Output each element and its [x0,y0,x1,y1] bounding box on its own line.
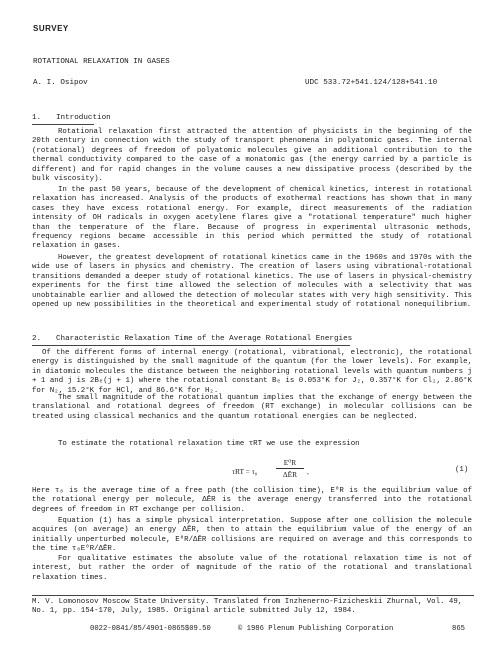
equation-1 [232,458,312,488]
section-2-number: 2. [32,335,42,343]
page-number: 865 [452,625,465,633]
paragraph: Equation (1) has a simple physical interpretation. Suppose after one collision the molecule acquires (on average) an energy ΔĒR, then to attain the equilibrium value of the energy of an initially unperturbed molecule, E⁰R/ΔĒR collisions are required on average and this corresponds to the time τ₀E⁰R/ΔĒR. [32,517,472,554]
section-1-number: 1. [32,114,42,122]
section-label: SURVEY [33,24,69,33]
article-title: ROTATIONAL RELAXATION IN GASES [33,58,170,66]
fraction-bar [276,468,304,469]
paragraph: Here τ₀ is the average time of a free path (the collision time), E⁰R is the equilibrium value of the rotational energy per molecule, ΔĒR is the average energy transferred into the rotational degrees of freedom in RT exchange per collision. [32,487,472,514]
paragraph: However, the greatest development of rotational kinetics came in the 1960s and 1970s with the wide use of lasers in physics and chemistry. The creation of lasers using vibrational-rotational transitions demanded a deeper study of rotational kinetics. The use of lasers in physical-chemistry experiments for the first time allowed the selection of molecules with a selectivity that was unobtainable earlier and allowed the detection of molecular states with very high sensitivity. This opened up new possibilities in the theoretical and experimental study of rotational nonequilibrium. [32,254,472,310]
equation-suffix: , [307,467,309,476]
paragraph: Rotational relaxation first attracted the attention of physicists in the beginning of the 20th century in connection with the study of transport phenomena in polyatomic gases. The internal (rotational) degrees of freedom of polyatomic molecules give an additional contribution to the thermal conductivity compared to the case of a monatomic gas (the energy carried by a particle is different) and for rapid changes in the volume causes a new dissipative process (described by the bulk viscosity). [32,128,472,184]
equation-denominator: ΔĒR [282,470,298,479]
section-1-title: Introduction [56,114,111,122]
udc-code: UDC 533.72+541.124/128+541.10 [305,79,438,87]
section-2-underline [32,345,350,346]
section-2-title: Characteristic Relaxation Time of the Average Rotational Energies [56,335,353,343]
issn-code: 0022-0841/85/4901-0865$09.50 [90,625,211,633]
paragraph: The small magnitude of the rotational quantum implies that the exchange of energy between the translational and rotational degrees of freedom (RT exchange) in molecular collisions can be treated using classical mechanics and the quantum rotational energies can be neglected. [32,394,472,421]
section-1-underline [32,124,94,125]
footnote-rule [32,595,474,596]
paragraph: Of the different forms of internal energy (rotational, vibrational, electronic), the rotational energy is distinguished by the small magnitude of the quantum (for the lower levels). For example, in diatomic molecules the distance between the neighboring rotational levels with quantum numbers j + 1 and j is 2Bₑ(j + 1) where the rotational constant Bₑ is 0.053°K for J₂, 0.357°K for Cl₂, 2.86°K for N₂, 15.2°K for HCl, and 86.6°K for H₂. [32,349,472,395]
equation-number: (1) [455,466,469,474]
section-2-heading [32,335,352,344]
footnote: M. V. Lomonosov Moscow State University. Translated from Inzhenerno-Fizicheskii Zhurnal, Vol. 49, No. 1, pp. 154-170, July, 1985. Original article submitted July 12, 1984. [32,598,463,616]
equation-lhs: τRT = τ₀ [232,467,258,476]
equation-numerator: E⁰R [283,458,297,467]
section-1-heading [32,114,111,123]
paragraph: In the past 50 years, because of the development of chemical kinetics, interest in rotational relaxation has increased. Analysis of the products of exothermal reactions has shown that in many cases they have excess rotational energy. For example, direct measurements of the radiation intensity of OH radicals in oxygen acetylene flares give a "rotational temperature" much higher than the temperature of the flare. Because of progress in experimental ultrasonic methods, frequency regions became accessible in this period which permitted the study of rotational relaxation in gases. [32,186,472,251]
copyright: © 1986 Plenum Publishing Corporation [238,625,394,633]
authors: A. I. Osipov [33,79,88,87]
equation-fraction [276,458,304,479]
paragraph: For qualitative estimates the absolute value of the rotational relaxation time is not of interest, but rather the order of magnitude of the ratio of the rotational and translational relaxation times. [32,555,472,582]
paragraph: To estimate the rotational relaxation time τRT we use the expression [58,440,360,448]
